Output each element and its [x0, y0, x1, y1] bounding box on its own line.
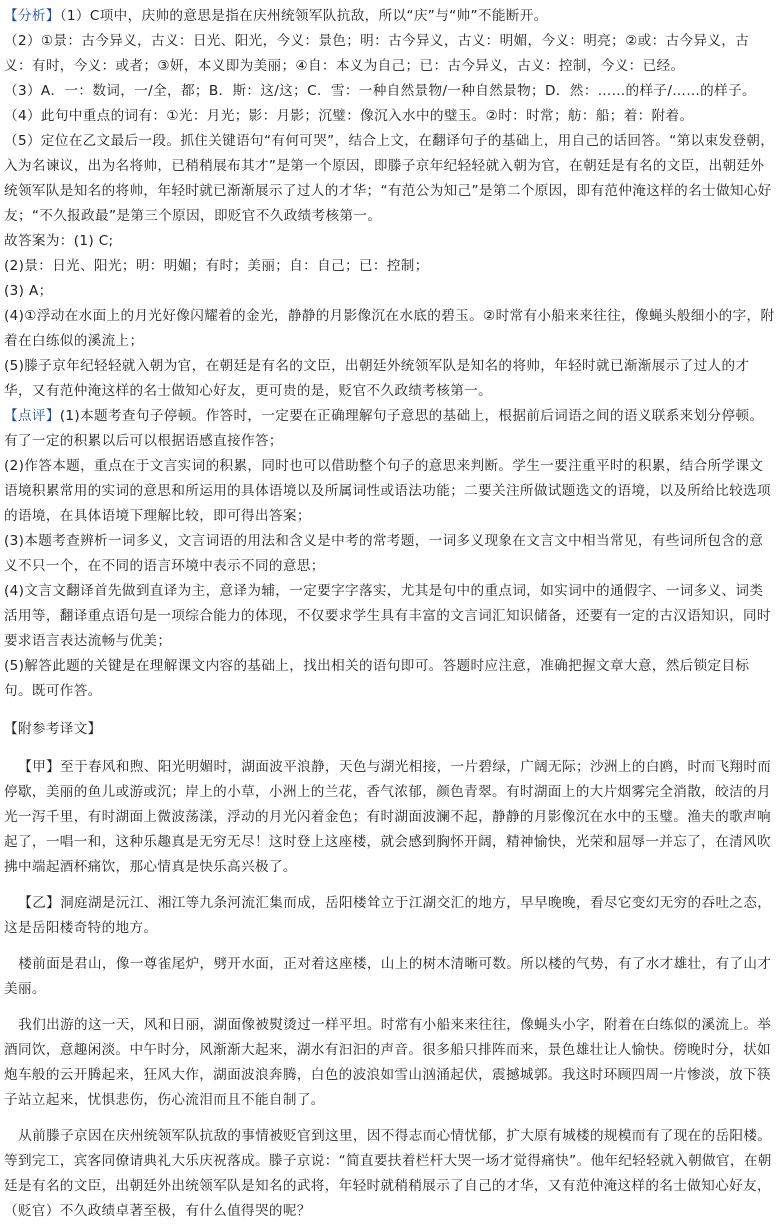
translation-para-jia: 【甲】至于春风和煦、阳光明媚时，湖面波平浪静，天色与湖光相接，一片碧绿，广阔无际；沙洲上的白鸥，时而飞翔时而停歇，美丽的鱼儿或游或沉；岸上的小草，小洲上的兰花，香气浓郁，颜色青翠。有时湖面上的大片烟雾完全消散，皎洁的月光一泻千里，有时湖面上微波荡漾，浮动的月光闪着金色；有时湖面波澜不起，静静的月影像沉在水中的玉璧。渔夫的歌声响起了，一唱一和，这种乐趣真是无穷无尽！这时登上这座楼，就会感到胸怀开阔，精神愉快，光荣和屈辱一并忘了，在清风吹拂中端起酒杯痛饮，那心情真是快乐高兴极了。	[4, 759, 772, 875]
answer-line-3: (3) A；	[4, 283, 53, 299]
solution-document	[4, 0, 776, 1224]
answer-line-1: 故答案为：(1) C;	[4, 233, 114, 249]
analysis-item-1	[4, 4, 776, 29]
analysis-text-1: （1）C项中，庆帅的意思是指在庆州统领军队抗敌，所以“庆”与“帅”不能断开。	[59, 8, 548, 24]
comment-text-1: (1)本题考查句子停顿。作答时，一定要在正确理解句子意思的基础上，根据前后词语之间的语义联系来划分停顿。有了一定的积累以后可以根据语感直接作答；	[4, 408, 764, 449]
comment-tag: 【点评】	[4, 408, 60, 424]
answer-line-5: (5)滕子京年纪轻轻就入朝为官，在朝廷是有名的文臣，出朝廷外统领军队是知名的将帅，年轻时就已渐渐展示了过人的才华，又有范仲淹这样的名士做知心好友，更可贵的是，贬官不久政绩考核第一。	[4, 358, 750, 399]
comment-item-4: (4)文言文翻译首先做到直译为主，意译为辅，一定要字字落实，尤其是句中的重点词，如实词中的通假字、一词多义、词类活用等，翻译重点语句是一项综合能力的体现，不仅要求学生具有丰富的文言词汇知识储备，还要有一定的古汉语知识，同时要求语言表达流畅与优美；	[4, 583, 771, 649]
comment-item-2: (2)作答本题，重点在于文言实词的积累，同时也可以借助整个句子的意思来判断。学生一要注重平时的积累，结合所学课文语境积累常用的实词的意思和所运用的具体语境以及所属词性或语法功能；二要关注所做试题选文的语境，以及所给比较选项的语境，在具体语境下理解比较，即可得出答案；	[4, 458, 771, 524]
comment-section	[4, 404, 776, 704]
translation-para-yi: 【乙】洞庭湖是沅江、湘江等九条河流汇集而成，岳阳楼耸立于江湖交汇的地方，早早晚晚，看尽它变幻无穷的吞吐之态，这是岳阳楼奇特的地方。	[4, 895, 772, 936]
answer-line-4: (4)①浮动在水面上的月光好像闪耀着的金光，静静的月影像沉在水底的碧玉。②时常有小船来来往往，像蝇头般细小的字，附着在白练似的溪流上；	[4, 308, 775, 349]
analysis-item-2: （2）①景：古今异义，古义：日光、阳光，今义：景色；明：古今异义，古义：明媚，今义：明亮；②或：古今异义，古义：有时，今义：或者；③妍，本义即为美丽；④自：本义为自己；已：古今异义，古义：控制，今义：已经。	[4, 33, 750, 74]
analysis-section	[4, 4, 776, 229]
comment-item-1	[4, 404, 776, 454]
analysis-item-5: （5）定位在乙文最后一段。抓住关键语句“有何可哭”，结合上文，在翻译句子的基础上，用自己的话回答。“第以束发登朝，入为名谏议，出为名将帅，已稍稍展布其才”是第一个原因，即滕子京年纪轻轻就入朝为官，在朝廷是有名的文臣，出朝廷外统领军队是知名的将帅，年轻时就已渐渐展示了过人的才华；“有范公为知己”是第二个原因，即有范仲淹这样的名士做知心好友；“不久报政最”是第三个原因，即贬官不久政绩考核第一。	[4, 133, 775, 224]
answer-section	[4, 229, 776, 404]
analysis-item-3: （3）A．一：数词，一/全，都；B．斯：这/这；C．雪：一种自然景物/一种自然景物；D．然：……的样子/……的样子。	[4, 83, 756, 99]
translation-para-5: 从前滕子京因在庆州统领军队抗敌的事情被贬官到这里，因不得志而心情忧郁，扩大原有城楼的规模而有了现在的岳阳楼。等到完工，宾客同僚请典礼大乐庆祝落成。滕子京说：“简直要扶着栏杆大哭一场才觉得痛快”。他年纪轻轻就入朝做官，在朝廷是有名的文臣，出朝廷外出统领军队是知名的武将，年轻时就稍稍展示了自己的才华，又有范仲淹这样的名士做知心好友，（贬官）不久政绩卓著至极，有什么值得哭的呢？	[4, 1128, 772, 1219]
translation-heading: 【附参考译文】	[4, 721, 102, 737]
comment-item-5: (5)解答此题的关键是在理解课文内容的基础上，找出相关的语句即可。答题时应注意，准确把握文章大意，然后锁定目标句。既可作答。	[4, 658, 750, 699]
translation-para-3: 楼前面是君山，像一尊雀尾炉，劈开水面，正对着这座楼，山上的树木清晰可数。所以楼的气势，有了水才雄壮，有了山才美丽。	[4, 956, 772, 997]
translation-para-4: 我们出游的这一天，风和日丽，湖面像被熨烫过一样平坦。时常有小船来来往往，像蝇头小字，附着在白练似的溪流上。举酒同饮，意趣闲淡。中午时分，风渐渐大起来，湖水有汩汩的声音。很多船只排阵而来，景色雄壮让人愉快。傍晚时分，状如炮车般的云开腾起来，狂风大作，湖面波浪奔腾，白色的波浪如雪山汹涌起伏，震撼城郭。我这时环顾四周一片惨淡，放下筷子站立起来，忧惧悲伤，伤心流泪而且不能自制了。	[4, 1017, 772, 1108]
analysis-item-4: （4）此句中重点的词有：①光：月光；影：月影；沉璧：像沉入水中的璧玉。②时：时常；舫：船；着：附着。	[4, 108, 694, 124]
translation-section	[4, 717, 776, 1224]
comment-item-3: (3)本题考查辨析一词多义，文言词语的用法和含义是中考的常考题，一词多义现象在文言文中相当常见，有些词所包含的意义不只一个，在不同的语言环境中表示不同的意思；	[4, 533, 764, 574]
analysis-tag: 【分析】	[4, 8, 60, 24]
answer-line-2: (2)景：日光、阳光；明：明媚；有时；美丽；自：自己；已：控制；	[4, 258, 429, 274]
